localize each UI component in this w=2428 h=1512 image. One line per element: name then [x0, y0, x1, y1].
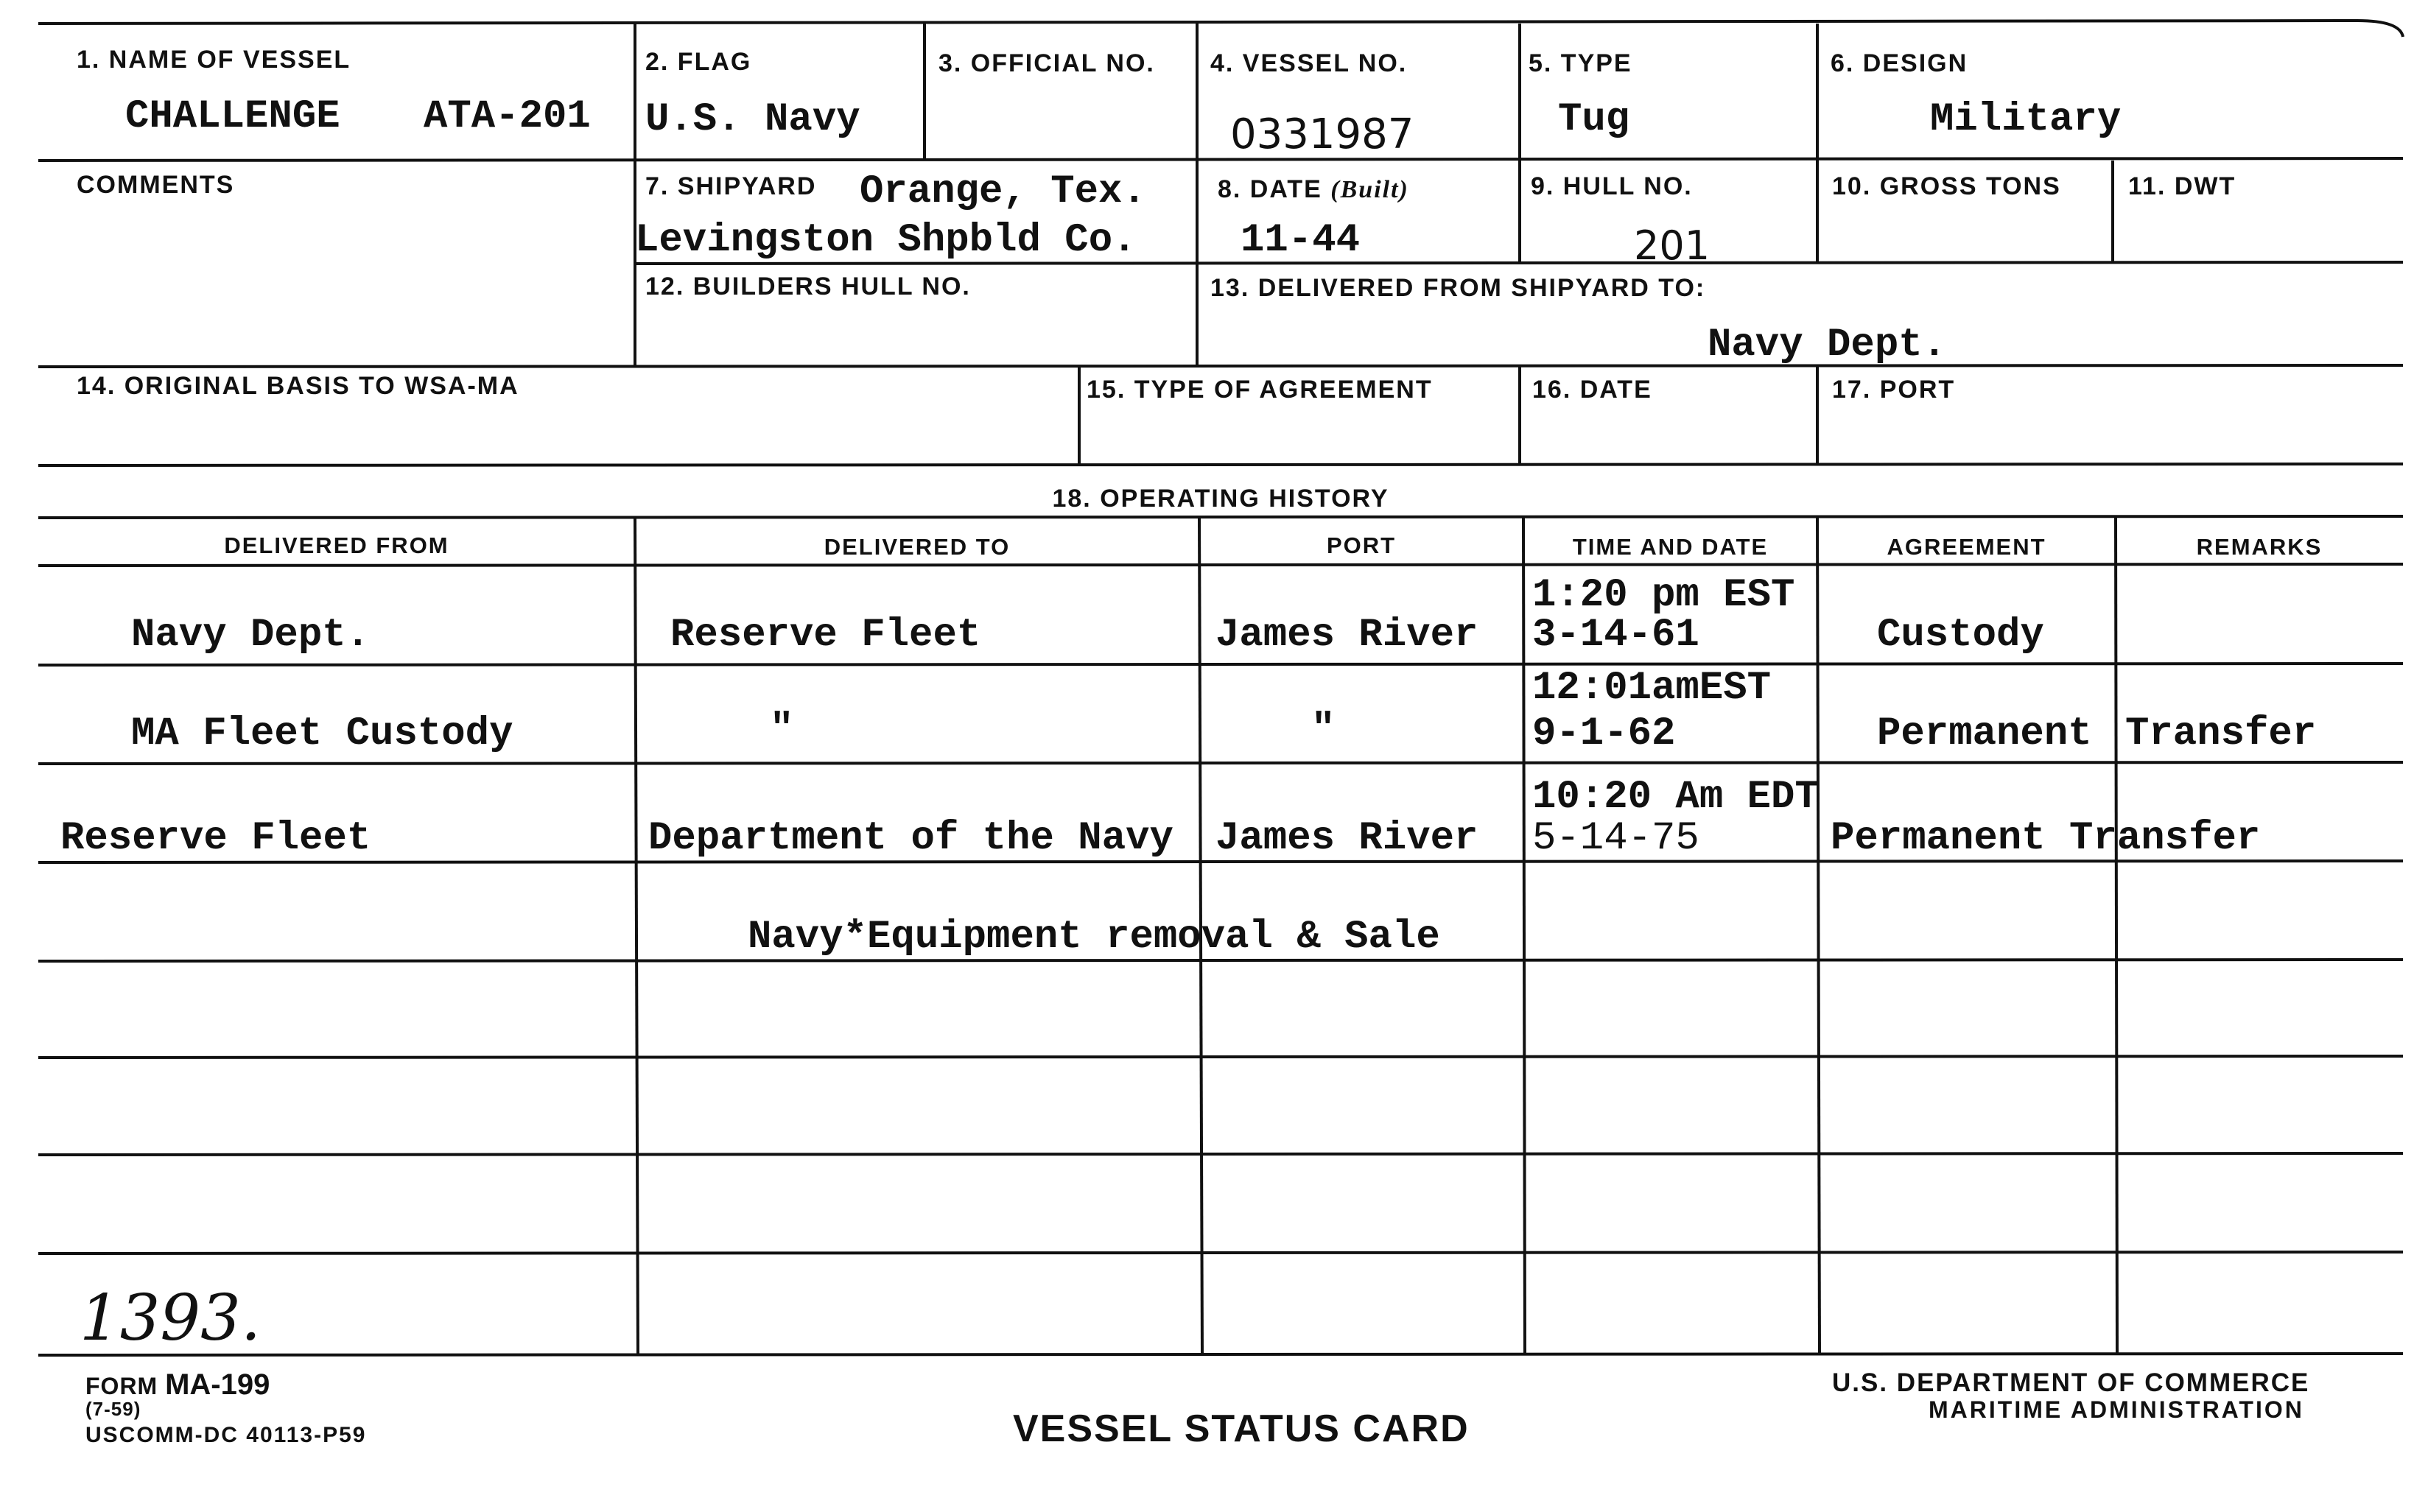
history-row1-agreement: Custody — [1877, 613, 2044, 658]
history-row1-from: Navy Dept. — [131, 613, 371, 658]
header-delivered-from: DELIVERED FROM — [224, 532, 449, 558]
label-name-of-vessel: 1. NAME OF VESSEL — [77, 46, 351, 74]
label-port: 17. PORT — [1832, 376, 1956, 404]
history-row2-port: " — [1311, 707, 1336, 752]
vessel-number: 0331987 — [1230, 110, 1414, 158]
history-row3-date: 5-14-75 — [1532, 816, 1699, 861]
header-delivered-to: DELIVERED TO — [824, 534, 1011, 560]
vessel-name: CHALLENGE — [125, 94, 340, 139]
history-row3-port: James River — [1215, 816, 1478, 861]
label-hull-no-text: 9. HULL NO. — [1531, 172, 1693, 200]
vrule-h4 — [1817, 518, 1820, 1355]
vessel-design: Military — [1930, 97, 2122, 142]
rule-history-head — [38, 564, 2403, 566]
rule-row4 — [38, 464, 2403, 465]
history-note: Navy*Equipment removal & Sale — [748, 915, 1440, 960]
form-number — [85, 1368, 270, 1402]
label-delivered-from-shipyard: 13. DELIVERED FROM SHIPYARD TO: — [1210, 274, 1706, 302]
label-type-of-agreement: 15. TYPE OF AGREEMENT — [1087, 376, 1433, 404]
label-builders-hull-no: 12. BUILDERS HULL NO. — [645, 272, 971, 300]
label-official-no: 3. OFFICIAL NO. — [938, 49, 1155, 77]
history-row2-date: 9-1-62 — [1532, 711, 1676, 756]
history-row2-time: 12:01amEST — [1532, 666, 1772, 711]
history-row2-remarks: Transfer — [2125, 711, 2317, 756]
form-id: MA-199 — [165, 1368, 270, 1401]
shipyard-name: Levingston Shpbld Co. — [635, 218, 1137, 263]
label-hull-no — [1531, 172, 1693, 201]
label-flag: 2. FLAG — [645, 48, 752, 76]
vrule-h3 — [1523, 518, 1525, 1355]
shipyard-city: Orange, Tex. — [860, 169, 1146, 214]
rule-row1 — [38, 158, 2403, 161]
history-row1-date: 3-14-61 — [1532, 613, 1699, 658]
rule-hist-5 — [38, 1056, 2403, 1058]
rule-hist-7 — [38, 1252, 2403, 1253]
card-title: VESSEL STATUS CARD — [1013, 1407, 1470, 1450]
label-date-built-note: (Built) — [1330, 176, 1409, 203]
label-original-basis: 14. ORIGINAL BASIS TO WSA-MA — [77, 372, 519, 400]
label-design: 6. DESIGN — [1831, 49, 1968, 77]
rule-hist-1 — [38, 664, 2403, 665]
header-port: PORT — [1326, 532, 1397, 558]
header-time-and-date: TIME AND DATE — [1572, 534, 1769, 560]
rule-bottom — [38, 1354, 2403, 1355]
label-comments: COMMENTS — [77, 171, 235, 199]
vrule-h1 — [635, 518, 638, 1355]
hull-number: 201 — [1634, 222, 1711, 269]
vessel-designation: ATA-201 — [424, 94, 591, 139]
history-row2-from: MA Fleet Custody — [131, 711, 513, 756]
rule-hist-4 — [38, 960, 2403, 961]
administration-name: MARITIME ADMINISTRATION — [1929, 1396, 2304, 1423]
history-row3-to: Department of the Navy — [648, 816, 1173, 861]
rule-hist-2 — [38, 762, 2403, 764]
vrule-h5 — [2116, 518, 2117, 1355]
label-date-text: 8. DATE — [1218, 175, 1322, 203]
history-row3-from: Reserve Fleet — [60, 816, 371, 861]
history-row3-time: 10:20 Am EDT — [1532, 775, 1819, 820]
rule-hist-3 — [38, 861, 2403, 862]
vessel-flag: U.S. Navy — [645, 97, 860, 142]
label-vessel-no: 4. VESSEL NO. — [1210, 49, 1408, 77]
operating-history-title: 18. OPERATING HISTORY — [1052, 485, 1389, 513]
label-gross-tons: 10. GROSS TONS — [1832, 172, 2061, 200]
history-row2-to: " — [770, 707, 794, 752]
rule-row3 — [38, 365, 2403, 367]
label-type: 5. TYPE — [1529, 49, 1632, 77]
rule-history-title — [38, 516, 2403, 518]
label-date: 16. DATE — [1532, 376, 1652, 404]
delivered-to-value: Navy Dept. — [1708, 323, 1947, 368]
history-row1-to: Reserve Fleet — [670, 613, 981, 658]
history-row1-time: 1:20 pm EST — [1532, 573, 1795, 618]
history-row3-agreement: Permanent Transfer — [1831, 816, 2261, 861]
label-shipyard: 7. SHIPYARD — [645, 172, 817, 200]
header-agreement: AGREEMENT — [1887, 534, 2046, 560]
department-name: U.S. DEPARTMENT OF COMMERCE — [1832, 1368, 2310, 1397]
label-date-built — [1218, 175, 1409, 204]
vessel-type: Tug — [1558, 97, 1630, 142]
handwritten-number: 1393. — [80, 1281, 262, 1355]
history-row1-port: James River — [1215, 613, 1478, 658]
form-date: (7-59) — [85, 1398, 141, 1420]
top-border — [38, 21, 2403, 37]
label-dwt: 11. DWT — [2128, 172, 2236, 200]
form-prefix: FORM — [85, 1373, 158, 1399]
form-code: USCOMM-DC 40113-P59 — [85, 1423, 367, 1447]
date-built: 11-44 — [1241, 218, 1361, 263]
rule-hist-6 — [38, 1153, 2403, 1155]
header-remarks: REMARKS — [2196, 534, 2323, 560]
history-row2-agreement: Permanent — [1877, 711, 2092, 756]
